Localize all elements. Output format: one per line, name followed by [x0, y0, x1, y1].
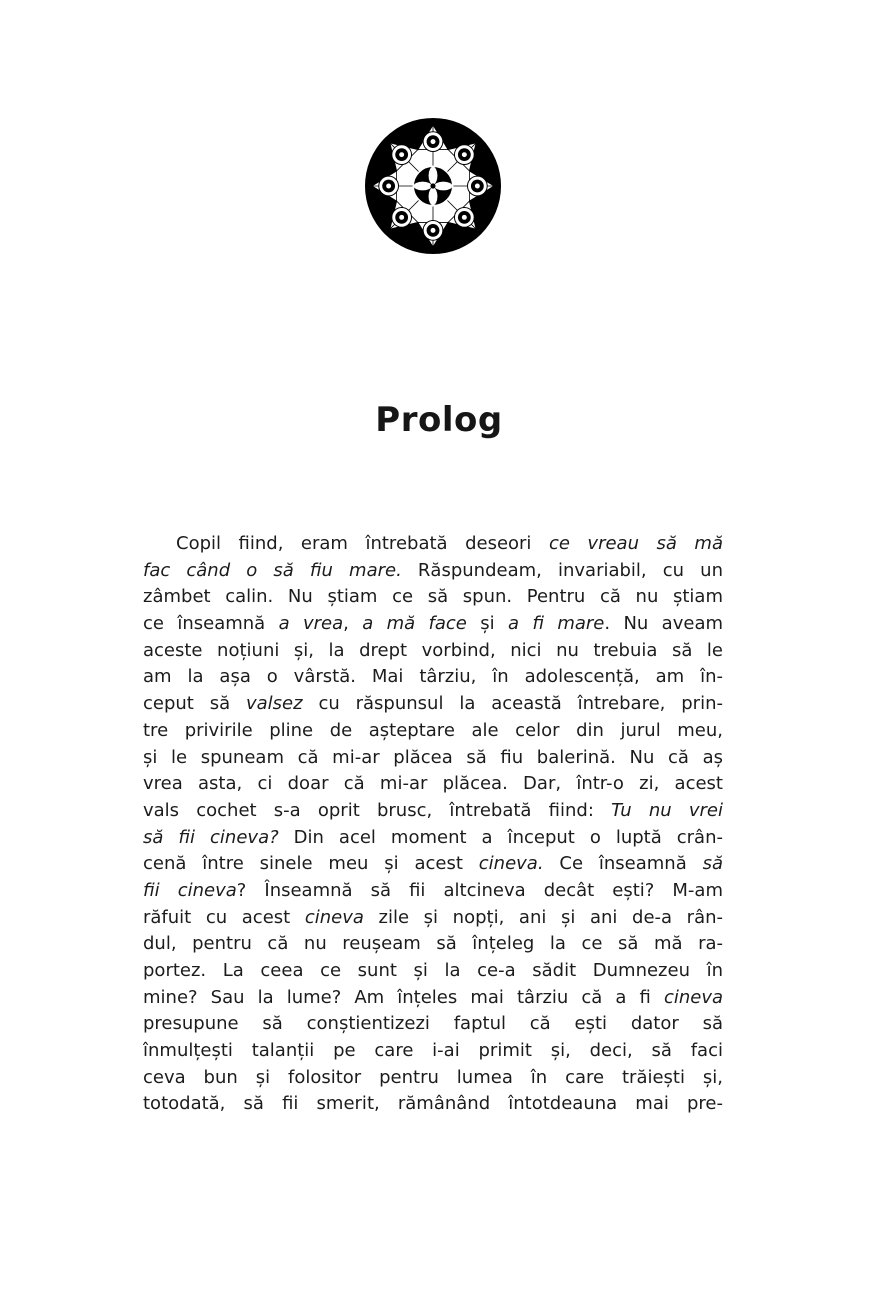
text-line — [143, 745, 723, 772]
body-text — [143, 531, 723, 1118]
text-segment: zile și nopți, ani și ani de-a rân- — [363, 906, 723, 928]
text-segment: cu răspunsul la această întrebare, prin- — [302, 693, 723, 715]
text-segment: cineva — [663, 986, 723, 1008]
text-line — [143, 531, 723, 558]
text-segment: ceput să — [143, 693, 246, 715]
text-line — [143, 985, 723, 1012]
text-line — [143, 931, 723, 958]
text-segment: Din acel moment a început o luptă crân- — [278, 826, 723, 848]
text-line — [143, 1065, 723, 1092]
text-segment: ce vreau să mă — [548, 533, 723, 554]
text-segment: vrea asta, ci doar că mi-ar plăcea. Dar, într-o zi, acest — [143, 773, 723, 795]
text-segment: aceste noțiuni și, la drept vorbind, nici nu trebuia să le — [143, 639, 723, 661]
text-segment: cineva — [304, 906, 364, 928]
text-segment: ? Înseamnă să fii altcineva decât ești? M-am — [236, 879, 723, 901]
text-segment: Copil fiind, eram întrebată deseori — [176, 533, 549, 554]
text-segment: . Nu aveam — [604, 613, 723, 635]
text-line — [143, 718, 723, 745]
text-line — [143, 611, 723, 638]
text-segment: ce înseamnă — [143, 613, 279, 635]
text-line — [143, 905, 723, 932]
text-segment: înmulțești talanții pe care i-ai primit și, deci, să faci — [143, 1040, 723, 1062]
text-line — [143, 664, 723, 691]
text-segment: a mă face — [362, 613, 467, 635]
text-line — [143, 558, 723, 585]
text-segment: presupune să conștientizezi faptul că ești dator să — [143, 1013, 723, 1035]
text-segment: dul, pentru că nu reușeam să înțeleg la ce să mă ra- — [143, 933, 723, 955]
text-segment: portez. La ceea ce sunt și la ce-a sădit Dumnezeu în — [143, 960, 723, 981]
text-line — [143, 1091, 723, 1118]
text-segment: fii cineva — [143, 879, 237, 901]
text-line — [143, 1038, 723, 1065]
text-segment: mine? Sau la lume? Am înțeles mai târziu că a fi — [143, 986, 664, 1008]
rosette-mandala-icon — [364, 117, 502, 255]
text-segment: și le spuneam că mi-ar plăcea să fiu balerină. Nu că aș — [143, 746, 723, 768]
text-segment: să fii cineva? — [143, 826, 279, 848]
text-segment: cenă între sinele meu și acest — [143, 853, 479, 875]
text-segment: și — [466, 613, 508, 635]
text-segment: zâmbet calin. Nu știam ce să spun. Pentru că nu știam — [143, 586, 723, 608]
text-line — [143, 798, 723, 825]
text-segment: a vrea — [278, 613, 344, 635]
text-segment: vals cochet s-a oprit brusc, întrebată fiind: — [143, 799, 612, 821]
text-line — [143, 825, 723, 852]
text-segment: ceva bun și folositor pentru lumea în care trăiești și, — [143, 1066, 723, 1088]
text-line — [143, 691, 723, 718]
text-segment: răfuit cu acest — [143, 906, 305, 928]
text-segment: , — [343, 613, 363, 635]
text-line — [143, 771, 723, 798]
text-segment: totodată, să fii smerit, rămânând întotdeauna mai pre- — [143, 1093, 723, 1115]
text-line — [143, 851, 723, 878]
text-line — [143, 638, 723, 665]
text-line — [143, 1011, 723, 1038]
text-segment: tre privirile pline de așteptare ale celor din jurul meu, — [143, 719, 723, 741]
page-title: Prolog — [375, 399, 503, 440]
text-segment: Ce înseamnă — [543, 853, 703, 875]
text-segment: fac când o să fiu mare. — [143, 559, 402, 581]
publisher-ornament — [364, 117, 502, 255]
text-segment: cineva. — [478, 853, 544, 875]
text-line — [143, 584, 723, 611]
text-segment: să — [702, 853, 723, 875]
text-line — [143, 878, 723, 905]
text-segment: am la așa o vârstă. Mai târziu, în adolescență, am în- — [143, 666, 723, 688]
text-segment: valsez — [246, 693, 303, 715]
text-segment: Răspundeam, invariabil, cu un — [401, 559, 723, 581]
text-segment: Tu nu vrei — [611, 799, 723, 821]
text-line — [143, 958, 723, 985]
text-segment: a fi mare — [507, 613, 605, 635]
